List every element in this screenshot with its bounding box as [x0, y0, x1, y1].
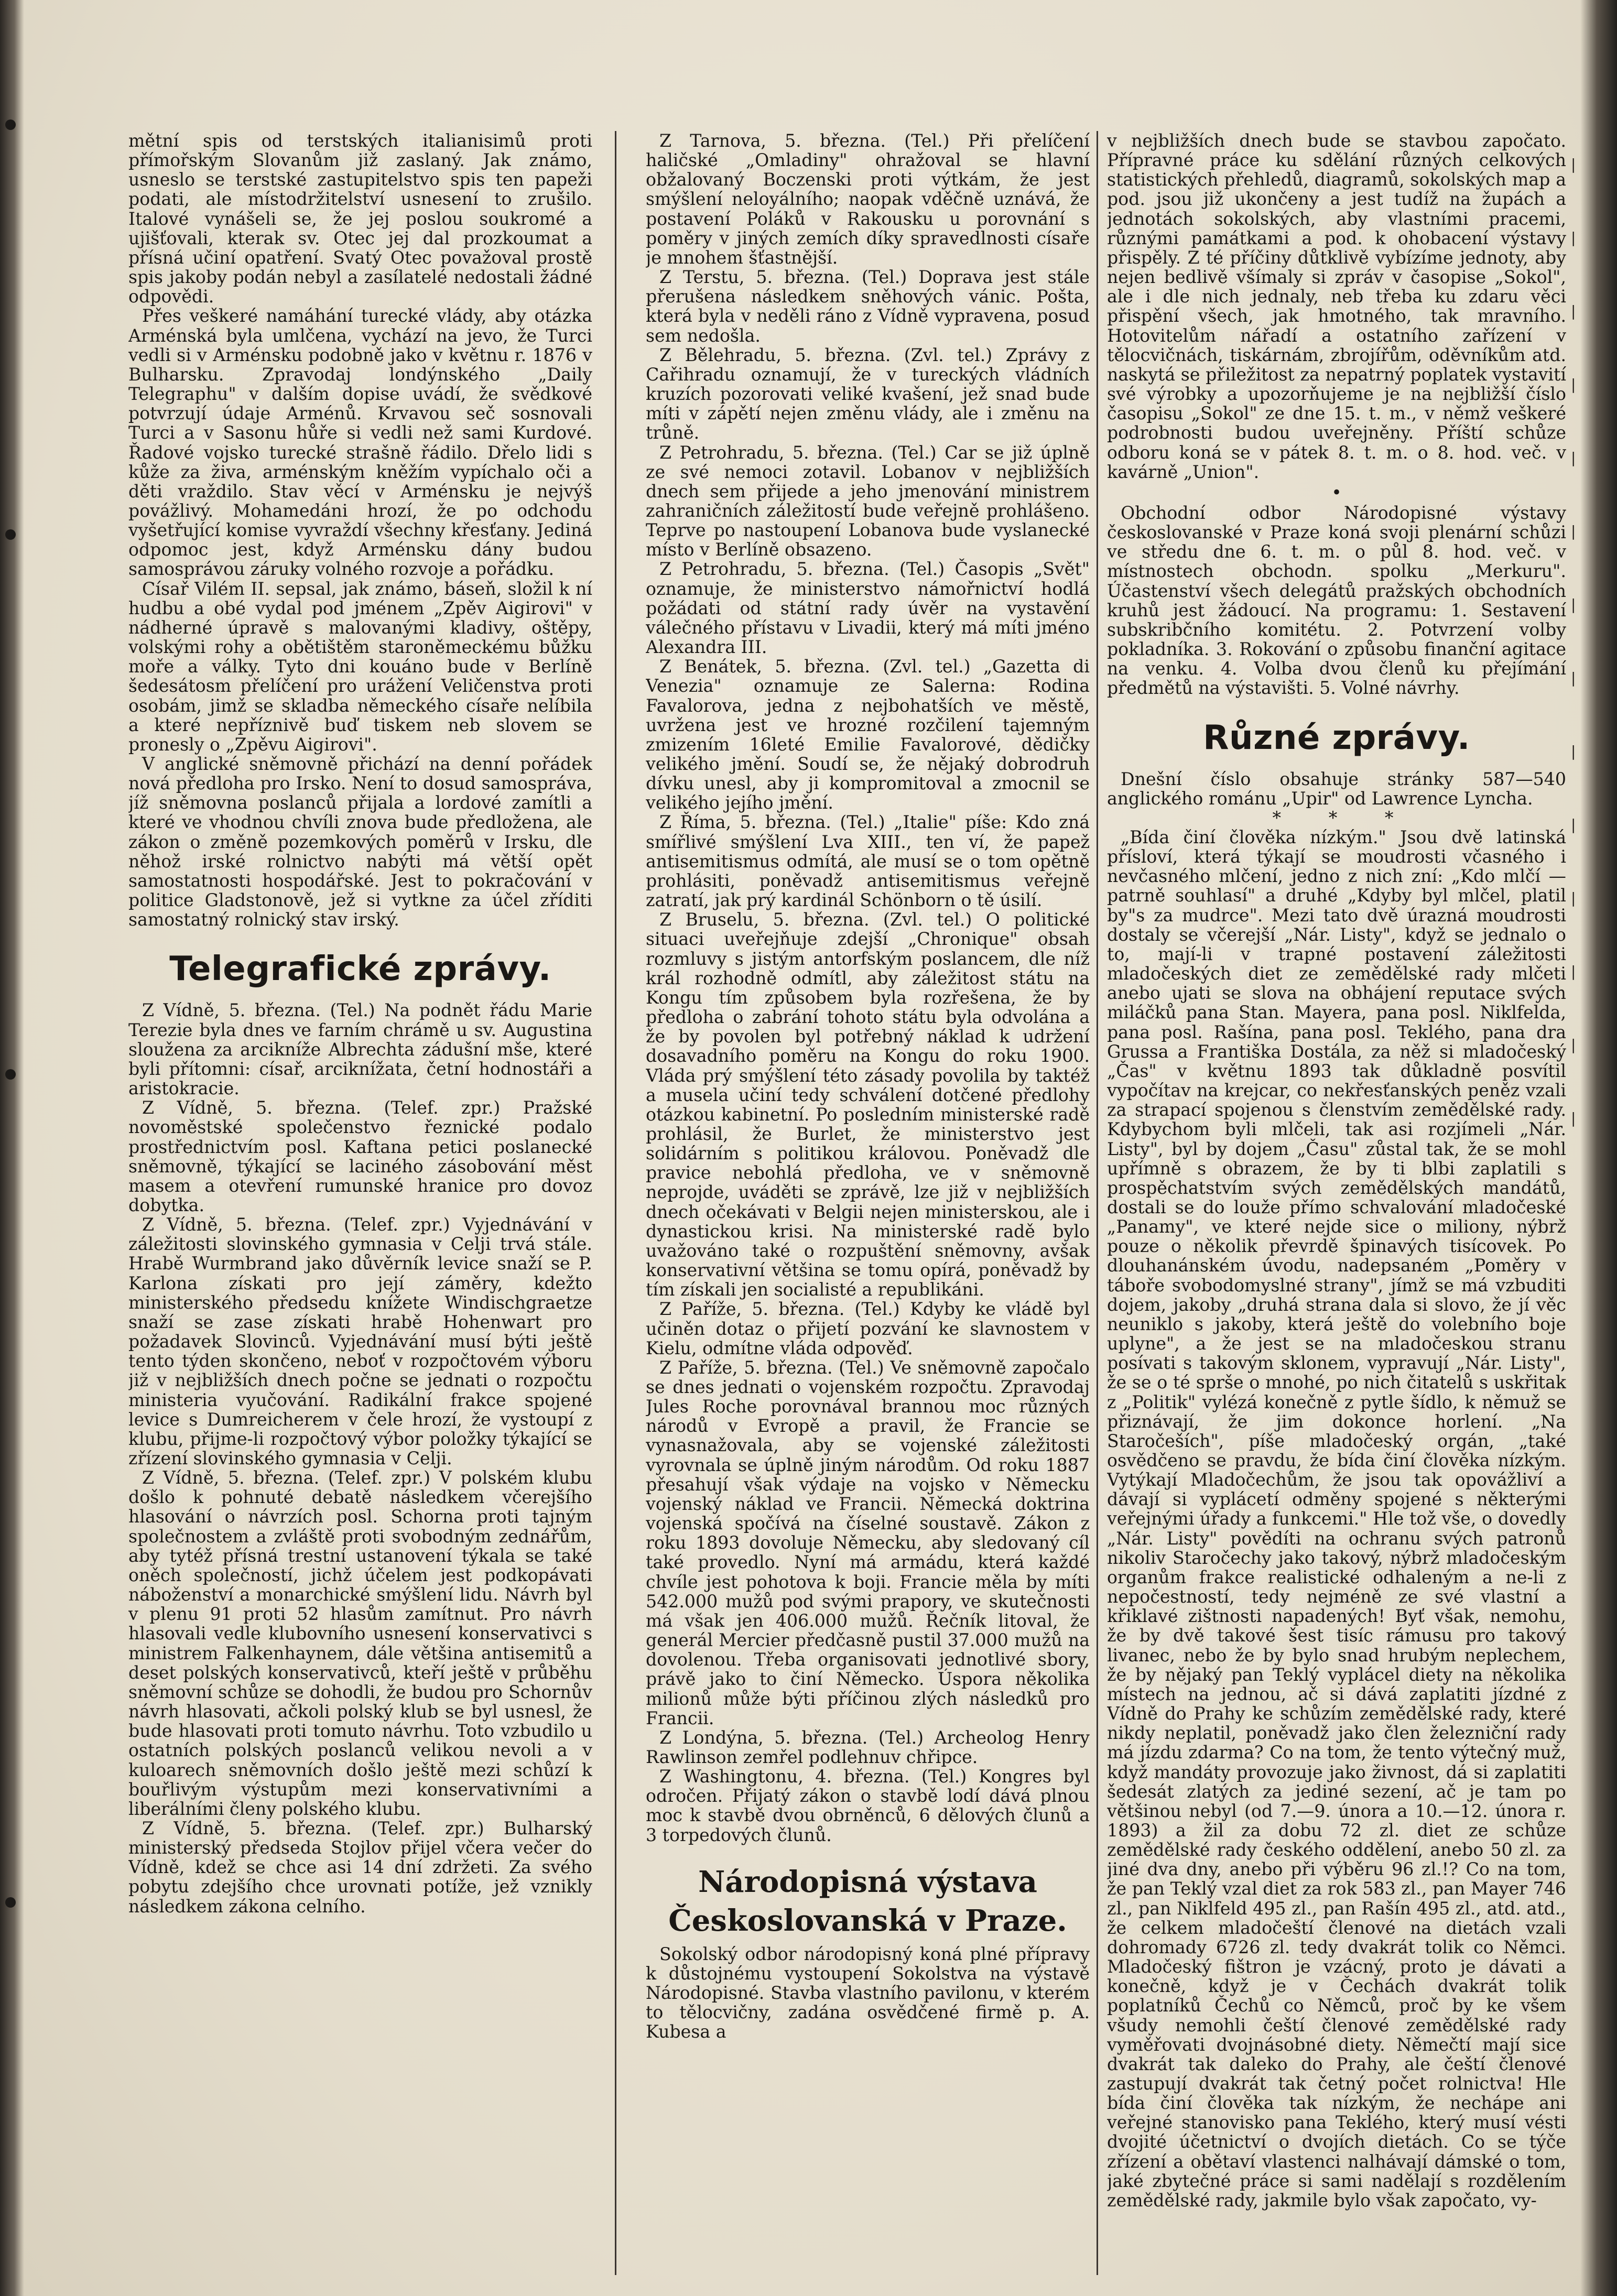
scan-left-edge — [0, 0, 24, 2296]
scan-right-edge — [1580, 0, 1617, 2296]
misc-novel-notice: Dnešní číslo obsahuje stránky 587—540 anglického románu „Upir" od Lawrence Lyncha. — [1107, 768, 1566, 809]
telegram: Z Vídně, 5. března. (Tel.) Na podnět řádu Marie Terezie byla dnes ve farním chrámě u sv. Augustina sloužena za arcikníže Albrechta zádušní mše, které byli přítomni: císař, arciknížata, četní hodnostáři a aristokracie. — [128, 1000, 592, 1099]
article-emperor-wilhelm: Císař Vilém II. sepsal, jak známo, báseň, složil k ní hudbu a obé vydal pod jménem „Zpěv Aigirovi" v nádherné úpravě s malovanými kladivy, oštěpy, volskými rohy a obětištěm staroněmeckému bůžku moře a války. Tyto dni kouáno bude v Berlíně šedesátosm přelíčení pro urážení Veličenstva proti osobám, jimž se skladba německého císaře nelíbila a které nepříznivě buď tiskem neb slovem se pronesly o „Zpěvu Aigirovi". — [128, 578, 592, 755]
article-continued: mětní spis od terstských italianisimů proti přímořským Slovanům již zaslaný. Jak známo, usneslo se terstské zastupitelstvo spis ten papeži podati, ale místodržitelství usnesení to zrušilo. Italové vynášeli se, že jej poslou soukromé a ujišťovali, kterak sv. Otec jej dal prozkoumat a přísná učiní opatření. Svatý Otec považoval prostě spis jakoby podán nebyl a zasílatelé nedostali žádné odpovědi. — [128, 131, 592, 307]
telegram: Z Terstu, 5. března. (Tel.) Doprava jest stále přerušena následkem sněhových vánic. Pošta, která byla v neděli ráno z Vídně vypravena, posud sem nedošla. — [646, 267, 1090, 346]
exhibition-notice: Sokolský odbor národopisný koná plné přípravy k důstojnému vystoupení Sokolstva na výstavě Národopisné. Stavba vlastního pavilonu, v kterém to tělocvičny, zadána osvědčené firmě p. A. Kubesa a — [646, 1943, 1090, 2042]
telegram: Z Petrohradu, 5. března. (Tel.) Časopis „Svět" oznamuje, že ministerstvo námořnictví hodlá požádati od státní rady úvěr na vystavění válečného přístavu v Livadii, který má míti jméno Alexandra III. — [646, 559, 1090, 658]
column-rule — [615, 131, 616, 2275]
exhibition-trade-section: Obchodní odbor Národopisné výstavy českoslovanské v Praze koná svoji plenární schůzi ve středu dne 6. t. m. o půl 8. hod. več. v místnostech obchodn. spolku „Merkuru". Účastenství všech delegátů pražských obchodních kruhů jest žádoucí. Na programu: 1. Sestavení subskribčního komitétu. 2. Potvrzení volby pokladníka. 3. Rokování o způsobu finanční agitace na venku. 4. Volba dvou členů ku přejímání předmětů na výstavišti. 5. Volné návrhy. — [1107, 502, 1566, 699]
article-armenia: Přes veškeré namáhání turecké vlády, aby otázka Arménská byla umlčena, vychází na jevo, že Turci vedli si v Arménsku podobně jako v květnu r. 1876 v Bulharsku. Zpravodaj londýnského „Daily Telegraphu" v dalším dopise uvádí, že svědkové potvrzují údaje Arménů. Krvavou seč sosnovali Turci a v Sasonu hůře si vedli než sami Kurdové. Řadové vojsko turecké strašně řádilo. Dřelo lidi s kůže za živa, arménským kněžím vypíchalo oči a děti vraždilo. Stav věcí v Arménsku je nejvýš povážlivý. Mohamedáni hrozí, že po odchodu vyšetřující komise vyvraždí všechny křesťany. Jediná odpomoc jest, když Arménsku dány budou samosprávou záruky volného rozvoje a pořádku. — [128, 306, 592, 580]
column-rule — [1097, 131, 1098, 2275]
binding-hole — [5, 119, 16, 130]
section-heading-telegraphic: Telegrafické zprávy. — [169, 950, 551, 989]
telegram: Z Bělehradu, 5. března. (Zvl. tel.) Zprávy z Cařihradu oznamují, že v tureckých vládních kruzích pozorovati veliké kvašení, jež snad bude míti v zápětí nejen změnu vlády, ale i změnu na trůně. — [646, 344, 1090, 443]
section-heading-exhibition: Národopisná výstava Českoslovanská v Praze. — [668, 1864, 1067, 1938]
telegram: Z Vídně, 5. března. (Telef. zpr.) Pražské novoměstské společenstvo řeznické podalo prostřednictvím posl. Kaftana petici poslanecké sněmovně, týkající se laciného zásobování měst masem a otevření rumunské hranice pro dovoz dobytka. — [128, 1097, 592, 1215]
column-left — [128, 131, 592, 2265]
telegram: Z Washingtonu, 4. března. (Tel.) Kongres byl odročen. Přijatý zákon o stavbě lodí dává plnou moc k stavbě dvou obrněnců, 6 dělových člunů a 3 torpedových člunů. — [646, 1766, 1090, 1845]
separator-stars: * * * — [1272, 807, 1415, 828]
telegram: Z Londýna, 5. března. (Tel.) Archeolog Henry Rawlinson zemřel podlehnuv chřipce. — [646, 1727, 1090, 1767]
telegram: Z Paříže, 5. března. (Tel.) Kdyby ke vládě byl učiněn dotaz o přijetí pozvání ke slavnostem v Kielu, odmítne vláda odpověď. — [646, 1299, 1090, 1358]
binding-hole — [5, 529, 16, 540]
exhibition-notice-continued: v nejbližších dnech bude se stavbou započato. Přípravné práce ku sdělání různých celkových statistických přehledů, diagramů, sokolských map a pod. jsou již ukončeny a jest tudíž na župách a jednotách sokolských, aby vlastními pracemi, různými památkami a pod. k ohobacení výstavy přispěly. Z té příčiny důtklivě vybízíme jednoty, aby nejen bedlivě všímaly si zpráv v časopise „Sokol", ale i dle nich jednaly, neb třeba ku zdaru věci přispění všech, jak hmotného, tak mravního. Hotovitelům nářadí a ostatního zařízení v tělocvičnách, tiskárnám, zbrojířům, oděvníkům atd. naskytá se přiležitost za nepatrný poplatek vystavití své výrobky a upozorňujeme je na nejbližší číslo časopisu „Sokol" ze dne 15. t. m., v němž veškeré podrobnosti budou uveřejněny. Příští schůze odboru koná se v pátek 8. t. m. o 8. hod. več. v kavárně „Union". — [1107, 131, 1566, 482]
telegram: Z Vídně, 5. března. (Telef. zpr.) Vyjednávání v záležitosti slovinského gymnasia v Celji trvá stále. Hrabě Wurmbrand jako důvěrník levice snaží se P. Karlona získati pro její záměry, kdežto ministerského předsedu knížete Windischgraetze snaží se zase získati hrabě Hohenwart pro požadavek Slovinců. Vyjednávání musí býti ještě tento týden skončeno, neboť v rozpočtovém výboru již v nejbližších dnech počne se jednati o rozpočtu ministeria vyučování. Radikální frakce spojené levice s Dumreicherem v čele hrozí, že vystoupí z klubu, přijme-li rozpočtový výbor položky týkající se zřízení slovinského gymnasia v Celji. — [128, 1214, 592, 1468]
column-right — [1107, 131, 1566, 2265]
margin-marks: | | | | | | | | | | | | | | — [1571, 156, 1576, 1127]
telegram: Z Benátek, 5. března. (Zvl. tel.) „Gazetta di Venezia" oznamuje ze Salerna: Rodina Favalorova, jedna z nejbohatších ve městě, uvržena jest ve hrozné rozčilení tajemným zmizením 16leté Emilie Favalorové, dědičky velikého jmění. Soudí se, že nějaký dobrodruh dívku unesl, aby ji kompromitoval a zmocnil se velikého jejího jmění. — [646, 656, 1090, 813]
telegram: Z Bruselu, 5. března. (Zvl. tel.) O politické situaci uveřejňuje zdejší „Chronique" obsah rozmluvy s jistým antorfským poslancem, dle níž král rozhodně odmítl, aby záležitost státu na Kongu tím způsobem byla rozřešena, že by předloha o zabrání tohoto státu byla odvolána a že by povolen byl potřebný náklad k udržení dosavadního poměru na Kongu do roku 1900. Vláda prý smýšlení této zásady povolila by taktéž a musela učiní tedy schválení dotčené předlohy otázkou kabinetní. Po posledním ministerské radě prohlásil, že Burlet, že ministerstvo jest solidárním s politikou královou. Poněvadž dle pravice nebohlá předloha, ve v sněmovně neprojde, uváděti se zprávě, lze již v nejbližších dnech očekávati v Belgii nejen ministerskou, ale i dynastickou krisi. Na ministerské radě bylo uvažováno také o rozpuštění sněmovny, avšak konservativní většina se tomu opírá, poněvadž by tím získali jen socialisté a republikáni. — [646, 909, 1090, 1300]
binding-hole — [5, 1897, 16, 1908]
telegram: Z Vídně, 5. března. (Telef. zpr.) Bulharský ministerský předseda Stojlov přijel včera večer do Vídně, kdež se chce asi 14 dní zdržeti. Za svého pobytu zdejšího chce urovnati potíže, jež vznikly následkem zákona celního. — [128, 1818, 592, 1917]
binding-hole — [5, 1069, 16, 1080]
column-middle — [646, 131, 1090, 2265]
telegram: Z Vídně, 5. března. (Telef. zpr.) V polském klubu došlo k pohnuté debatě následkem včerejšího hlasování o návrzích posl. Schorna proti tajným společnostem a zvláště proti svobodným zednářům, aby tytéž přísná trestní ustanovení týkala se také oněch společností, jichž účelem jest podkopávati náboženství a monarchické smýšlení lidu. Návrh byl v plenu 91 proti 52 hlasům zamítnut. Pro návrh hlasovali vedle klubovního usnesení konservativci s ministrem Falkenhaynem, dále většina antisemitů a deset polských konservativců, kteří ještě v průběhu sněmovní schůze se dohodli, že budou pro Schornův návrh hlasovati, ačkoli polský klub se byl usnesl, že bude hlasovati proti tomuto návrhu. Toto vzbudilo u ostatních polských poslanců velikou nevoli a v kuloarech sněmovních došlo ještě mezi schůzí k bouřlivým výstupům mezi konservativními a liberálními členy polského klubu. — [128, 1467, 592, 1819]
telegram: Z Paříže, 5. března. (Tel.) Ve sněmovně započalo se dnes jednati o vojenském rozpočtu. Zpravodaj Jules Roche porovnával brannou moc různých národů v Evropě a pravil, že Francie se vynasnažovala, aby se vojenské záležitosti vyrovnala se úplně jiným národům. Od roku 1887 přesahují však výdaje na vojsko v Německu vojenský náklad ve Francii. Německá doktrina vojenská spočívá na číselné soustavě. Zákon z roku 1893 dovoluje Německu, aby sledovaný cíl také provedlo. Nyní má armádu, která každé chvíle jest pohotova k boji. Francie měla by míti 542.000 mužů pod svými prapory, ve skutečnosti má však jen 406.000 mužů. Řečník litoval, že generál Mercier předčasně pustil 37.000 mužů na dovolenou. Třeba organisovati jednotlivé sbory, právě jako to činí Německo. Úspora několika milionů může býti příčinou zlých následků pro Francii. — [646, 1357, 1090, 1728]
telegram: Z Tarnova, 5. března. (Tel.) Při přelíčení haličské „Omladiny" ohražoval se hlavní obžalovaný Boczenski proti výtkám, že jest smýšlení neloyálního; naopak vděčně uznává, že postavení Poláků v Rakousku u porovnání s poměry v jiných zemích díky spravedlnosti císaře je mnohem šťastnější. — [646, 131, 1090, 268]
telegram: Z Říma, 5. března. (Tel.) „Italie" píše: Kdo zná smířlivé smýšlení Lva XIII., ten ví, že papež antisemitismus odmítá, ale musí se o tom opětně prohlásiti, poněvadž antisemitismus veřejně zatratí, jak prý kardinál Schönborn o tě úsilí. — [646, 812, 1090, 911]
section-heading-miscellaneous: Různé zprávy. — [1203, 718, 1470, 757]
article-ireland: V anglické sněmovně přichází na denní pořádek nová předloha pro Irsko. Není to dosud samospráva, jíž sněmovna poslanců přijala a lordové zamítli a které ve vhodnou chvíli znova bude předložena, ale zákon o změně pozemkových poměrů v Irsku, dle něhož irské rolnictvo nabýti má větší opět samostatnosti hospodářské. Jest to pokračování v politice Gladstonově, jež si vytkne za účel zříditi samostatný rolnický stav irský. — [128, 754, 592, 930]
ornament-dot: • — [1331, 482, 1342, 503]
misc-article-poverty: „Bída činí člověka nízkým." Jsou dvě latinská přísloví, která týkají se moudrosti včasného i nevčasného mlčení, jedno z nich zní: „Kdo mlčí — patrně souhlasí" a druhé „Kdyby byl mlčel, platil by"s za mudrce". Mezi tato dvě úrazná moudrosti dostaly se včerejší „Nár. Listy", když se jednalo o to, mají-li v trapné postavení záležitosti mladočeských diet ze zemědělské rady mlčeti anebo ujati se slova na obhájení reputace svých miláčků pana Stan. Mayera, pana posl. Niklfelda, pana posl. Rašína, pana posl. Teklého, pana dra Grussa a Františka Dostála, za něž si mladočeský „Čas" v květnu 1893 tak důkladně posvítil vypočítav na krejcar, co nekřesťanských peněz vzali za strapací spojenou s členstvím zemědělské rady. Kdybychom byli mlčeli, tak asi rozjímeli „Nár. Listy", byl by dojem „Času" zůstal tak, že se mohl upřímně s obrazem, že by ti blbi zaplatili s prospěchatstvím svých zemědělských mandátů, dostali se do louže přímo schvalování mladočeské „Panamy", ve které nejde sice o miliony, nýbrž pouze o několik převrdě špinavých tisícovek. Po dlouhanánském úvodu, nadepsaném „Poměry v táboře svobodomyslné strany", jímž se má vzbuditi dojem, jakoby „druhá strana dala si slovo, že jí věc neuniklo s jakoby, která ještě do volebního boje uplyne", a že jest se na mladočeskou stranu posívati s takovým sklonem, vypravují „Nár. Listy", že se o té sprše o mnohé, po nich čitatelů s uskřitak z „Politik" vylézá konečně z pytle šídlo, k němuž se přiznávají, že jim dokonce horlení. „Na Staročeších", píše mladočeský orgán, „také osvědčeno se pravdu, že bída činí člověka nízkým. Vytýkají Mladočechům, že jsou tak opovážliví a dávají si vyplácetí odměny spojené s některými veřejnými úřady a funkcemi." Hle tož vše, o dovedly „Nár. Listy" povědíti na ochranu svých patronů nikoliv Staročechy jako takový, nýbrž mladočeským organům frakce realistické odhaleným a ne-li z nepočestností, tedy nejméně ze své vlastní a křiklavé zištnosti napadených! Byť však, nemohu, že by dvě takové šest tisíc rámusu pro takový livanec, nebo že by bylo snad hrubým neplechem, že by nějaký pan Teklý vyplácel diety na několika místech na jednou, ač si dává zaplatiti jízdné z Vídně do Prahy ke schůzím zemědělské rady, které nikdy neplatil, poněvadž jako člen železniční rady má jízdu zdarma? Co na tom, že tento výtečný muž, když mandáty provozuje jako živnost, dá si zaplatiti šedesát zlatých za jediné sezení, ač je tam po většinou nebyl (od 7.—9. února a 10.—12. února r. 1893) a žil za dobu 72 zl. diet ze schůze zemědělské rady českého oddělení, anebo 50 zl. za jiné dva dny, anebo při výběru 96 zl.!? Co na tom, že pan Teklý vzal diet za rok 583 zl., pan Mayer 746 zl., pan Niklfeld 495 zl., pan Rašín 495 zl., atd. atd., že celkem mladočeští členové na dietách vzali dohromady 6726 zl. tedy dvakrát tolik co Němci. Mladočeský fištron je vzácný, proto je dávati a konečně, když je v Čechách dvakrát tolik poplatníků Čechů co Němců, proč by ke všem všudy nemohli čeští členové zemědělské rady vyměřovati dvojnásobné diety. Němečtí mají sice dvakrát tak daleko do Prahy, ale čeští členové zastupují dvakrát tak četný počet rolnictva! Hle bída činí člověka tak nízkým, že nechápe ani veřejné stanovisko pana Teklého, který musí vésti dvojité účetnictví o dvojích dietách. Co se týče zřízení a obětaví vlastenci nalhávají dámské o tom, jaké zbytečné práce si sami nadělají s rozdělením zemědělské rady, jakmile bylo však započato, vy- — [1107, 827, 1566, 2211]
telegram: Z Petrohradu, 5. března. (Tel.) Car se již úplně ze své nemoci zotavil. Lobanov v nejbližších dnech sem přijede a jeho jmenování ministrem zahraničních záležitostí bude veřejně prohlášeno. Teprve po nastoupení Lobanova bude vyslanecké místo v Berlíně obsazeno. — [646, 442, 1090, 560]
